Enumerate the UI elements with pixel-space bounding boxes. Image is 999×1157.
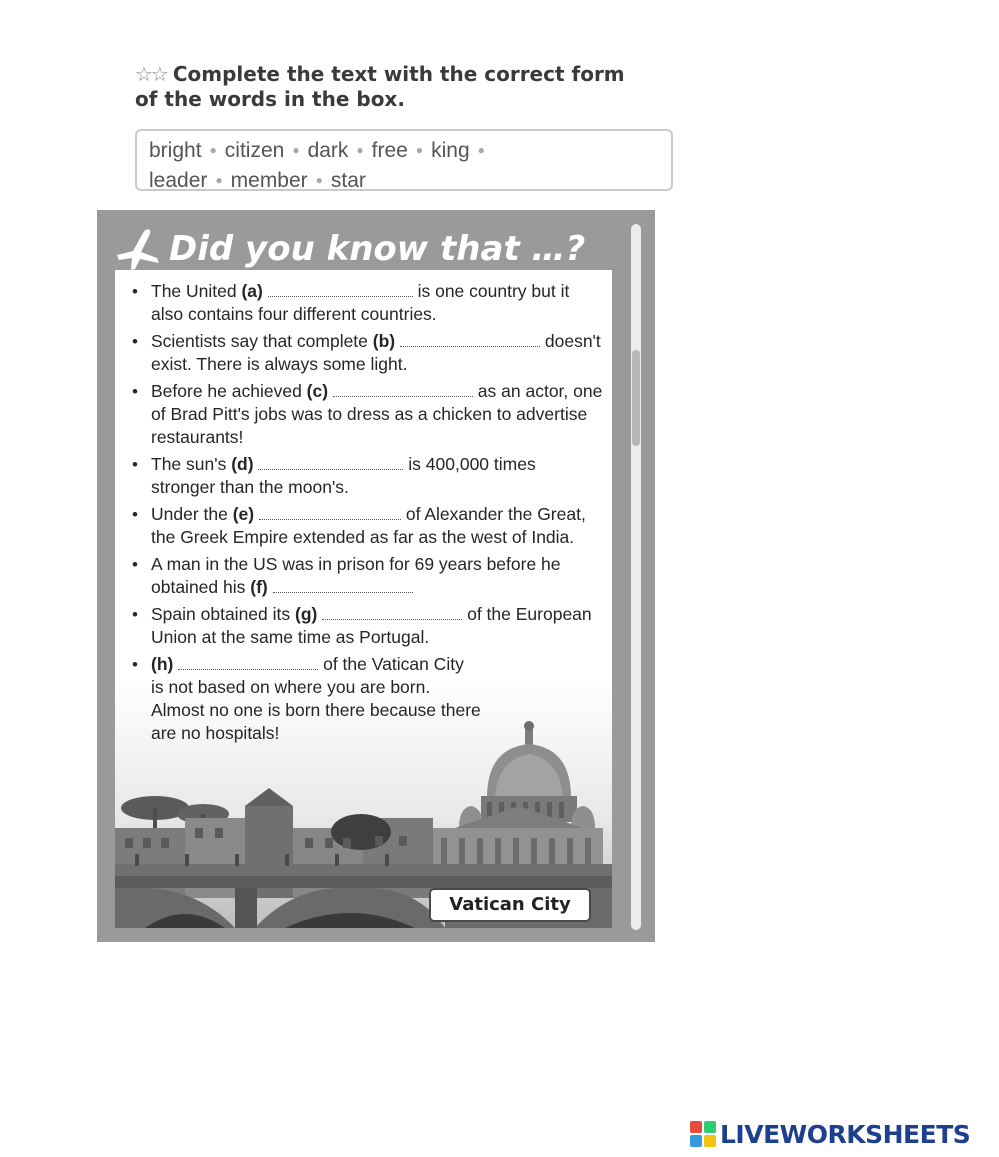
word-item: citizen bbox=[224, 139, 285, 162]
word-item: free bbox=[371, 139, 408, 162]
blank-label: (a) bbox=[241, 281, 263, 301]
blank-label: (c) bbox=[306, 381, 329, 401]
word-item: king bbox=[431, 139, 470, 162]
fact-text: Under the bbox=[151, 504, 233, 524]
answer-blank-h[interactable] bbox=[178, 655, 318, 670]
fact-text: of the European Union at the same time as Portugal. bbox=[151, 604, 592, 647]
blank-label: (d) bbox=[231, 454, 254, 474]
fact-text: The sun's bbox=[151, 454, 232, 474]
answer-blank-f[interactable] bbox=[273, 578, 413, 593]
fact-item bbox=[132, 330, 604, 376]
fact-item bbox=[132, 653, 481, 745]
fact-text: The United bbox=[151, 281, 242, 301]
airplane-icon bbox=[113, 225, 163, 273]
panel-title: Did you know that …? bbox=[169, 229, 586, 269]
fact-item bbox=[132, 280, 604, 326]
fact-item bbox=[132, 453, 604, 499]
word-item: dark bbox=[307, 139, 349, 162]
instruction-line-2: of the words in the box. bbox=[135, 87, 405, 111]
liveworksheets-logo-icon bbox=[690, 1121, 716, 1147]
fact-text: is 400,000 times stronger than the moon's. bbox=[151, 454, 536, 497]
separator-dot-icon: ● bbox=[315, 173, 323, 187]
answer-blank-a[interactable] bbox=[268, 282, 413, 297]
fact-item bbox=[132, 503, 604, 549]
blank-label: (e) bbox=[232, 504, 255, 524]
facts-list bbox=[115, 270, 612, 745]
separator-dot-icon: ● bbox=[356, 143, 364, 157]
word-item: bright bbox=[149, 139, 202, 162]
answer-blank-b[interactable] bbox=[400, 332, 540, 347]
separator-dot-icon: ● bbox=[292, 143, 300, 157]
blank-label: (b) bbox=[372, 331, 396, 351]
word-box bbox=[135, 129, 673, 191]
photo-caption: Vatican City bbox=[429, 888, 591, 922]
word-item: star bbox=[330, 169, 366, 192]
word-box-line-1 bbox=[149, 137, 663, 167]
fact-text: A man in the US was in prison for 69 years before he obtained his bbox=[151, 554, 561, 597]
fact-text: of the Vatican City is not based on where you are born. Almost no one is born there because there are no hospitals! bbox=[151, 654, 481, 743]
blank-label: (h) bbox=[151, 654, 174, 674]
fact-text: as an actor, one of Brad Pitt's jobs was to dress as a chicken to advertise restaurants! bbox=[151, 381, 603, 447]
word-box-line-2 bbox=[149, 167, 663, 197]
answer-blank-e[interactable] bbox=[259, 505, 401, 520]
fact-text: Before he achieved bbox=[151, 381, 307, 401]
fact-item bbox=[132, 380, 604, 449]
separator-dot-icon: ● bbox=[209, 143, 217, 157]
word-item: leader bbox=[149, 169, 208, 192]
separator-dot-icon: ● bbox=[477, 143, 485, 157]
liveworksheets-brand bbox=[690, 1117, 970, 1151]
scrollbar-thumb[interactable] bbox=[632, 350, 640, 446]
separator-dot-icon: ● bbox=[215, 173, 223, 187]
scrollbar[interactable] bbox=[631, 224, 641, 930]
brand-name: LIVEWORKSHEETS bbox=[720, 1119, 971, 1149]
fact-text: of Alexander the Great, the Greek Empire extended as far as the west of India. bbox=[151, 504, 586, 547]
word-item: member bbox=[230, 169, 308, 192]
fact-text: is one country but it also contains four different countries. bbox=[151, 281, 570, 324]
fact-text: doesn't exist. There is always some light. bbox=[151, 331, 601, 374]
fact-item bbox=[132, 553, 604, 599]
answer-blank-d[interactable] bbox=[258, 455, 403, 470]
fact-item bbox=[132, 603, 604, 649]
instruction-line-1: Complete the text with the correct form bbox=[172, 62, 625, 86]
answer-blank-g[interactable] bbox=[322, 605, 462, 620]
facts-content bbox=[115, 270, 612, 928]
fact-text: Spain obtained its bbox=[151, 604, 295, 624]
answer-blank-c[interactable] bbox=[333, 382, 473, 397]
did-you-know-panel bbox=[97, 210, 655, 942]
fact-text: Scientists say that complete bbox=[151, 331, 373, 351]
separator-dot-icon: ● bbox=[415, 143, 424, 157]
blank-label: (f) bbox=[250, 577, 268, 597]
blank-label: (g) bbox=[295, 604, 318, 624]
difficulty-stars-icon: ☆☆ bbox=[135, 62, 167, 86]
exercise-instruction bbox=[135, 62, 675, 112]
